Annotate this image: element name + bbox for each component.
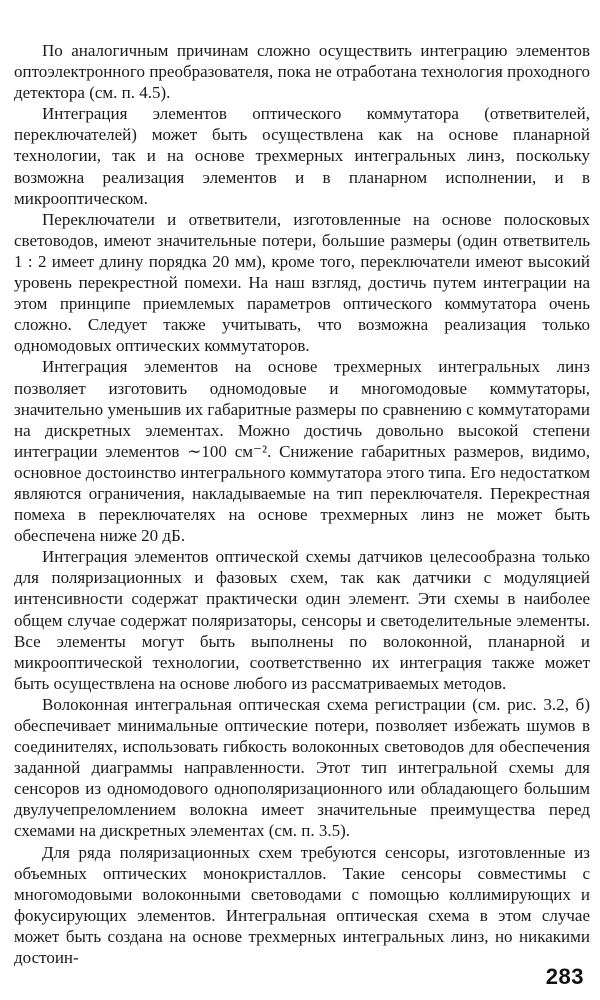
body-text (14, 40, 590, 968)
paragraph-7: Для ряда поляризационных схем требуются сенсоры, изготовленные из объемных оптических монокристаллов. Такие сенсоры совместимы с многомодовыми волоконными световодами с помощью коллимирующих и фокусирующих элементов. Интегральная оптическая схема в этом случае может быть создана на основе трехмерных интегральных линз, но никакими достоин- (14, 842, 590, 968)
paragraph-4: Интеграция элементов на основе трехмерных интегральных линз позволяет изготовить одномодовые и многомодовые коммутаторы, значительно уменьшив их габаритные размеры по сравнению с коммутаторами на дискретных элементах. Можно достичь довольно высокой степени интеграции элементов ∼100 см⁻². Снижение габаритных размеров, видимо, основное достоинство интегрального коммутатора этого типа. Его недостатком являются ограничения, накладываемые на тип переключателя. Перекрестная помеха в переключателях на основе трехмерных линз не может быть обеспечена ниже 20 дБ. (14, 357, 590, 546)
paragraph-1: По аналогичным причинам сложно осуществить интеграцию элементов оптоэлектронного преобразователя, пока не отработана технология проходного детектора (см. п. 4.5). (14, 41, 590, 103)
paragraph-2: Интеграция элементов оптического коммутатора (ответвителей, переключателей) может быть осуществлена как на основе планарной технологии, так и на основе трехмерных интегральных линз, поскольку возможна реализация элементов и в планарном исполнении, и в микрооптическом. (14, 104, 590, 208)
page-number: 283 (545, 964, 584, 989)
paragraph-6: Волоконная интегральная оптическая схема регистрации (см. рис. 3.2, б) обеспечивает минимальные оптические потери, позволяет избежать шумов в соединителях, использовать гибкость волоконных световодов для обеспечения заданной диаграммы направленности. Этот тип интегральной схемы для сенсоров из одномодового однополяризационного или обладающего большим двулучепреломлением волокна имеет значительные преимущества перед схемами на дискретных элементах (см. п. 3.5). (14, 694, 590, 841)
paragraph-5: Интеграция элементов оптической схемы датчиков целесообразна только для поляризационных и фазовых схем, так как датчики с модуляцией интенсивности содержат практически один элемент. Эти схемы в наиболее общем случае содержат поляризаторы, сенсоры и светоделительные элементы. Все элементы могут быть выполнены по волоконной, планарной и микрооптической технологии, соответственно их интеграция также может быть осуществлена на основе любого из рассматриваемых методов. (14, 547, 590, 693)
paragraph-3: Переключатели и ответвители, изготовленные на основе полосковых световодов, имеют значительные потери, большие размеры (один ответвитель 1 : 2 имеет длину порядка 20 мм), кроме того, переключатели имеют высокий уровень перекрестной помехи. На наш взгляд, достичь путем интеграции на этом принципе приемлемых параметров оптического коммутатора очень сложно. Следует также учитывать, что возможна реализация только одномодовых оптических коммутаторов. (14, 209, 590, 356)
